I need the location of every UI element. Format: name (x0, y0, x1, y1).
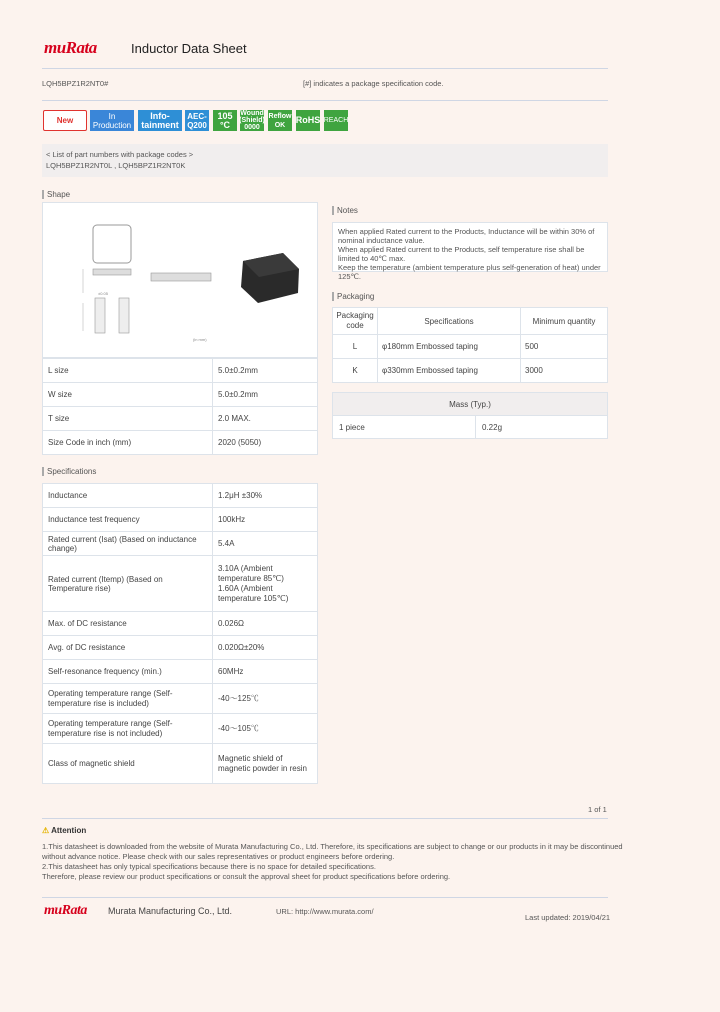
attention-text: 1.This datasheet is downloaded from the website of Murata Manufacturing Co., Ltd. Therefore, its specifications are subject to change or our products in it may be discontinued without advance notice. Please check with our sales representatives or product engineers before ordering. 2.This datasheet has only typical specifications because there is no space for detailed specifications. Therefore, please review our product specifications or consult the approval sheet for product specifications before ordering. (42, 842, 623, 881)
mass-header: Mass (Typ.) (333, 393, 608, 416)
spec-row: Inductance test frequency 100kHz (43, 508, 318, 532)
part-list-box (42, 144, 608, 177)
packaging-header: Packaging code Specifications Minimum quantity (333, 308, 608, 335)
mass-table (332, 392, 608, 439)
svg-text:±0.05: ±0.05 (98, 291, 108, 296)
spec-row: Class of magnetic shield Magnetic shield of magnetic powder in resin (43, 744, 318, 784)
part-list-heading: < List of part numbers with package codes > (46, 150, 194, 159)
notes-text: When applied Rated current to the Products, Inductance will be within 30% of nominal inductance value. When applied Rated current to the Products, self temperature rise shall be limited to 40℃ max. Keep the temperature (ambient temperature plus self-generation of heat) under 125℃. (332, 222, 608, 272)
spec-row: Rated current (Isat) (Based on inductance change) 5.4A (43, 532, 318, 556)
packaging-row: L φ180mm Embossed taping 500 (333, 335, 608, 359)
part-list-items: LQH5BPZ1R2NT0L , LQH5BPZ1R2NT0K (46, 161, 186, 170)
murata-logo: muRata (44, 38, 97, 57)
last-updated: Last updated: 2019/04/21 (525, 913, 611, 922)
divider (42, 897, 608, 898)
badge-wound-shield: Wound (Shield) 0000 (239, 110, 265, 131)
shape-row-size: Size Code in inch (mm) 2020 (5050) (43, 431, 318, 455)
svg-text:(in mm): (in mm) (193, 337, 207, 342)
badge-infotainment: Info- tainment (138, 110, 182, 131)
packaging-row: K φ330mm Embossed taping 3000 (333, 359, 608, 383)
spec-row: Inductance 1.2μH ±30% (43, 484, 318, 508)
spec-row: Operating temperature range (Self-temperature rise is not included) -40～105℃ (43, 714, 318, 744)
company-url[interactable]: URL: http://www.murata.com/ (276, 907, 374, 916)
footer-murata-logo: muRata (44, 903, 87, 918)
specifications-table (42, 483, 318, 784)
shape-row-w: W size 5.0±0.2mm (43, 383, 318, 407)
shape-row-l: L size 5.0±0.2mm (43, 359, 318, 383)
page-indicator: 1 of 1 (588, 805, 607, 814)
divider (42, 100, 608, 101)
badge-in-production: In Production (90, 110, 134, 131)
attention-heading: ⚠ Attention (42, 826, 87, 835)
notes-heading: Notes (332, 206, 358, 215)
part-note: [#] indicates a package specification code. (303, 79, 444, 88)
badge-reach: REACH (324, 110, 348, 131)
warning-icon: ⚠ (42, 826, 50, 835)
part-number: LQH5BPZ1R2NT0# (42, 79, 109, 88)
badge-new: New (43, 110, 87, 131)
badge-rohs: RoHS (296, 110, 320, 131)
dimension-drawing (43, 203, 319, 359)
shape-row-t: T size 2.0 MAX. (43, 407, 318, 431)
company-name: Murata Manufacturing Co., Ltd. (108, 906, 233, 916)
spec-row: Avg. of DC resistance 0.020Ω±20% (43, 636, 318, 660)
packaging-heading: Packaging (332, 292, 374, 301)
divider (42, 818, 608, 819)
shape-table (42, 358, 318, 455)
spec-row: Self-resonance frequency (min.) 60MHz (43, 660, 318, 684)
page-title: Inductor Data Sheet (131, 41, 247, 56)
shape-heading: Shape (42, 190, 70, 199)
header-divider (42, 68, 608, 69)
spec-row: Rated current (Itemp) (Based on Temperature rise) 3.10A (Ambient temperature 85℃) 1.60A (Ambient temperature 105℃) (43, 556, 318, 612)
mass-row: 1 piece 0.22g (333, 416, 608, 439)
specifications-heading: Specifications (42, 467, 96, 476)
spec-row: Operating temperature range (Self-temperature rise is included) -40～125℃ (43, 684, 318, 714)
packaging-table (332, 307, 608, 383)
shape-drawing (42, 202, 318, 358)
badge-aec-q200: AEC- Q200 (185, 110, 209, 131)
spec-row: Max. of DC resistance 0.026Ω (43, 612, 318, 636)
badge-105c: 105 °C (213, 110, 237, 131)
badge-reflow-ok: Reflow OK (268, 110, 292, 131)
